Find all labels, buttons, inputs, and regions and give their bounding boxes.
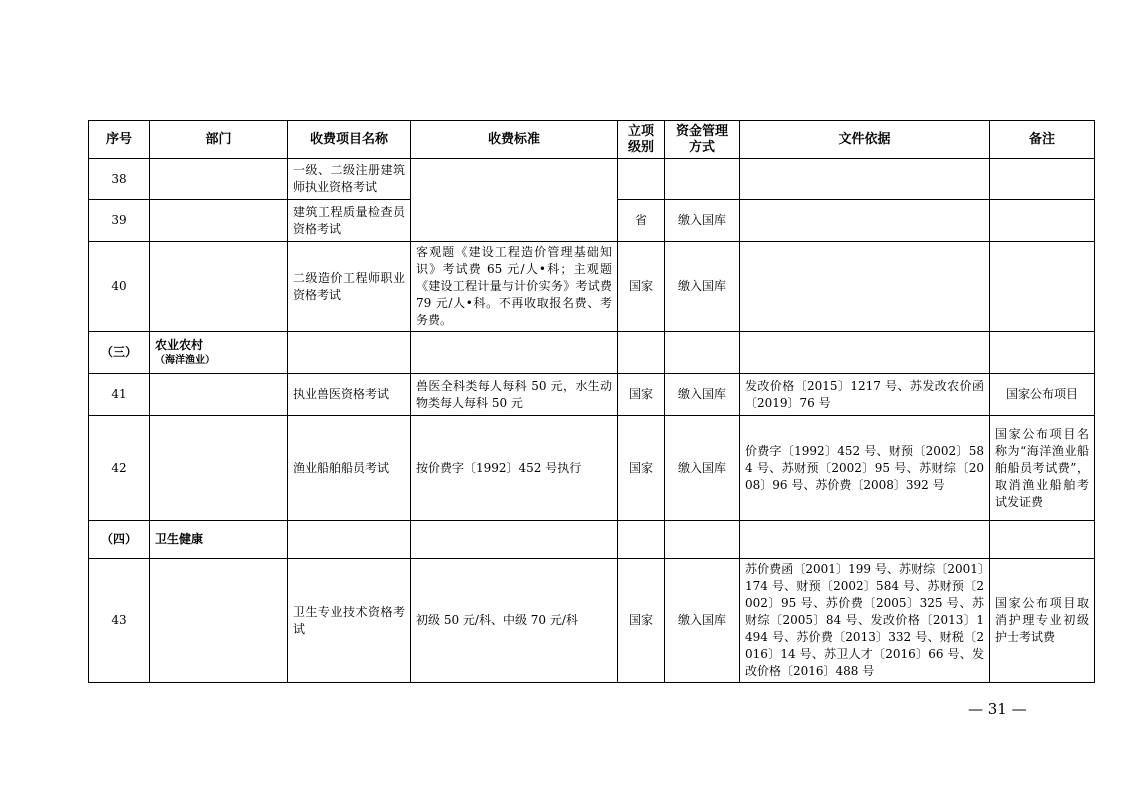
row-item: 卫生专业技术资格考试 — [288, 559, 411, 683]
header-fund: 资金管理 方式 — [665, 121, 740, 159]
section-seq: （四） — [89, 521, 150, 559]
row-seq: 39 — [89, 200, 150, 242]
empty-cell — [990, 521, 1095, 559]
row-item: 渔业船舶船员考试 — [288, 416, 411, 521]
empty-cell — [618, 332, 665, 374]
empty-cell — [618, 521, 665, 559]
row-note — [990, 159, 1095, 200]
table-row — [89, 559, 1095, 683]
section-dept-label: 农业农村 — [155, 338, 204, 352]
row-fund — [665, 159, 740, 200]
fee-table — [88, 120, 1095, 683]
row-level: 国家 — [618, 242, 665, 332]
row-item: 建筑工程质量检查员资格考试 — [288, 200, 411, 242]
section-dept — [150, 332, 288, 374]
empty-cell — [411, 521, 618, 559]
row-basis — [740, 159, 990, 200]
section-dept-sub: （海洋渔业） — [155, 355, 215, 366]
row-level: 国家 — [618, 559, 665, 683]
row-dept — [150, 200, 288, 242]
table-row — [89, 242, 1095, 332]
row-level: 国家 — [618, 416, 665, 521]
row-standard: 初级 50 元/科、中级 70 元/科 — [411, 559, 618, 683]
header-level: 立项 级别 — [618, 121, 665, 159]
row-dept — [150, 242, 288, 332]
row-dept — [150, 374, 288, 416]
row-seq: 43 — [89, 559, 150, 683]
empty-cell — [411, 332, 618, 374]
row-note: 国家公布项目名称为“海洋渔业船舶船员考试费”，取消渔业船舶考试发证费 — [990, 416, 1095, 521]
row-fund: 缴入国库 — [665, 242, 740, 332]
empty-cell — [740, 332, 990, 374]
row-note — [990, 242, 1095, 332]
empty-cell — [990, 332, 1095, 374]
section-row — [89, 332, 1095, 374]
section-seq: （三） — [89, 332, 150, 374]
row-basis: 发改价格〔2015〕1217 号、苏发改农价函〔2019〕76 号 — [740, 374, 990, 416]
row-item: 二级造价工程师职业资格考试 — [288, 242, 411, 332]
row-item: 一级、二级注册建筑师执业资格考试 — [288, 159, 411, 200]
empty-cell — [740, 521, 990, 559]
row-basis — [740, 242, 990, 332]
row-standard — [411, 159, 618, 242]
row-level — [618, 159, 665, 200]
section-dept: 卫生健康 — [150, 521, 288, 559]
row-dept — [150, 416, 288, 521]
table-row — [89, 374, 1095, 416]
header-item: 收费项目名称 — [288, 121, 411, 159]
row-level: 国家 — [618, 374, 665, 416]
row-fund: 缴入国库 — [665, 374, 740, 416]
row-seq: 38 — [89, 159, 150, 200]
row-fund: 缴入国库 — [665, 416, 740, 521]
header-seq: 序号 — [89, 121, 150, 159]
row-note: 国家公布项目取消护理专业初级护士考试费 — [990, 559, 1095, 683]
row-seq: 41 — [89, 374, 150, 416]
empty-cell — [288, 521, 411, 559]
row-note — [990, 200, 1095, 242]
row-item: 执业兽医资格考试 — [288, 374, 411, 416]
row-basis: 价费字〔1992〕452 号、财预〔2002〕584 号、苏财预〔2002〕95 号、苏财综〔2008〕96 号、苏价费〔2008〕392 号 — [740, 416, 990, 521]
row-note: 国家公布项目 — [990, 374, 1095, 416]
row-seq: 40 — [89, 242, 150, 332]
row-seq: 42 — [89, 416, 150, 521]
row-standard: 客观题《建设工程造价管理基础知识》考试费 65 元/人•科；主观题《建设工程计量与计价实务》考试费 79 元/人•科。不再收取报名费、考务费。 — [411, 242, 618, 332]
empty-cell — [665, 332, 740, 374]
row-standard: 按价费字〔1992〕452 号执行 — [411, 416, 618, 521]
row-fund: 缴入国库 — [665, 200, 740, 242]
table-row — [89, 159, 1095, 200]
empty-cell — [665, 521, 740, 559]
header-basis: 文件依据 — [740, 121, 990, 159]
row-dept — [150, 159, 288, 200]
section-row — [89, 521, 1095, 559]
row-dept — [150, 559, 288, 683]
header-row — [89, 121, 1095, 159]
page-number: — 31 — — [968, 700, 1027, 718]
row-basis: 苏价费函〔2001〕199 号、苏财综〔2001〕174 号、财预〔2002〕584 号、苏财预〔2002〕95 号、苏价费〔2005〕325 号、苏财综〔2005〕84 号、发改价格〔2013〕1494 号、苏价费〔2013〕332 号、财税〔2016〕14 号、苏卫人才〔2016〕66 号、发改价格〔2016〕488 号 — [740, 559, 990, 683]
row-basis — [740, 200, 990, 242]
row-standard: 兽医全科类每人每科 50 元，水生动物类每人每科 50 元 — [411, 374, 618, 416]
row-level: 省 — [618, 200, 665, 242]
table-row — [89, 416, 1095, 521]
header-dept: 部门 — [150, 121, 288, 159]
empty-cell — [288, 332, 411, 374]
row-fund: 缴入国库 — [665, 559, 740, 683]
header-note: 备注 — [990, 121, 1095, 159]
header-standard: 收费标准 — [411, 121, 618, 159]
